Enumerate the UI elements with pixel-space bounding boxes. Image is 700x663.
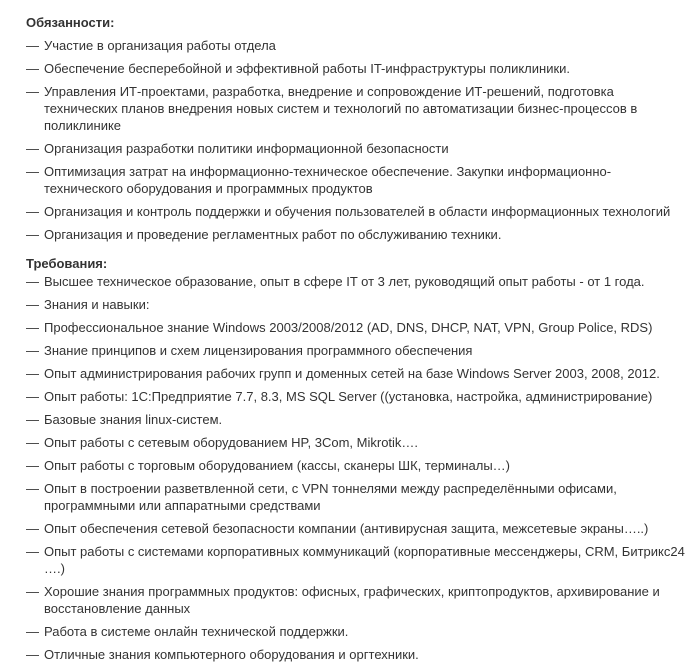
dash-bullet: — xyxy=(26,544,39,559)
dash-bullet: — xyxy=(26,481,39,496)
list-item-text: Опыт обеспечения сетевой безопасности компании (антивирусная защита, межсетевые экраны…..) xyxy=(44,521,649,536)
list-item xyxy=(26,273,688,290)
list-item xyxy=(26,83,688,134)
list-item-text: Организация разработки политики информационной безопасности xyxy=(44,141,449,156)
duties-list xyxy=(26,37,688,243)
dash-bullet: — xyxy=(26,521,39,536)
list-item-text: Организация и контроль поддержки и обучения пользователей в области информационных технологий xyxy=(44,204,671,219)
list-item-text: Работа в системе онлайн технической поддержки. xyxy=(44,624,349,639)
dash-bullet: — xyxy=(26,389,39,404)
list-item xyxy=(26,623,688,640)
dash-bullet: — xyxy=(26,458,39,473)
list-item xyxy=(26,203,688,220)
dash-bullet: — xyxy=(26,204,39,219)
list-item-text: Организация и проведение регламентных работ по обслуживанию техники. xyxy=(44,227,502,242)
list-item-text: Опыт в построении разветвленной сети, с VPN тоннелями между распределёнными офисами, программными или аппаратными средствами xyxy=(44,481,617,513)
list-item-text: Участие в организация работы отдела xyxy=(44,38,276,53)
dash-bullet: — xyxy=(26,647,39,662)
list-item xyxy=(26,583,688,617)
list-item-text: Опыт работы с сетевым оборудованием HP, 3Com, Mikrotik…. xyxy=(44,435,419,450)
list-item xyxy=(26,520,688,537)
list-item-text: Опыт администрирования рабочих групп и доменных сетей на базе Windows Server 2003, 2008, 2012. xyxy=(44,366,660,381)
requirements-list xyxy=(26,273,688,663)
list-item xyxy=(26,226,688,243)
list-item-text: Базовые знания linux-систем. xyxy=(44,412,223,427)
list-item-text: Высшее техническое образование, опыт в сфере IT от 3 лет, руководящий опыт работы - от 1 года. xyxy=(44,274,645,289)
list-item-text: Знания и навыки: xyxy=(44,297,150,312)
dash-bullet: — xyxy=(26,141,39,156)
list-item xyxy=(26,646,688,663)
list-item-text: Обеспечение бесперебойной и эффективной работы IT-инфраструктуры поликлиники. xyxy=(44,61,571,76)
list-item xyxy=(26,457,688,474)
list-item-text: Опыт работы: 1С:Предприятие 7.7, 8.3, MS SQL Server ((установка, настройка, администрирование) xyxy=(44,389,653,404)
list-item xyxy=(26,37,688,54)
dash-bullet: — xyxy=(26,343,39,358)
list-item xyxy=(26,342,688,359)
dash-bullet: — xyxy=(26,38,39,53)
duties-heading: Обязанности: xyxy=(26,15,115,30)
list-item xyxy=(26,388,688,405)
list-item xyxy=(26,434,688,451)
list-item-text: Управления ИТ-проектами, разработка, внедрение и сопровождение ИТ-решений, подготовка технических планов внедрения новых систем и технологий по автоматизации бизнес-процессов в поликлинике xyxy=(44,84,638,133)
list-item xyxy=(26,163,688,197)
list-item-text: Оптимизация затрат на информационно-техническое обеспечение. Закупки информационно-технического оборудования и программных продуктов xyxy=(44,164,612,196)
list-item-text: Хорошие знания программных продуктов: офисных, графических, криптопродуктов, архивирование и восстановление данных xyxy=(44,584,660,616)
list-item-text: Профессиональное знание Windows 2003/2008/2012 (AD, DNS, DHCP, NAT, VPN, Group Police, RDS) xyxy=(44,320,653,335)
list-item xyxy=(26,296,688,313)
dash-bullet: — xyxy=(26,624,39,639)
list-item-text: Опыт работы с торговым оборудованием (кассы, сканеры ШК, терминалы…) xyxy=(44,458,511,473)
dash-bullet: — xyxy=(26,412,39,427)
dash-bullet: — xyxy=(26,227,39,242)
dash-bullet: — xyxy=(26,435,39,450)
list-item xyxy=(26,365,688,382)
list-item xyxy=(26,543,688,577)
list-item xyxy=(26,411,688,428)
list-item xyxy=(26,319,688,336)
list-item-text: Отличные знания компьютерного оборудования и оргтехники. xyxy=(44,647,419,662)
list-item-text: Знание принципов и схем лицензирования программного обеспечения xyxy=(44,343,473,358)
list-item-text: Опыт работы с системами корпоративных коммуникаций (корпоративные мессенджеры, CRM, Битрикс24 ….) xyxy=(44,544,685,576)
dash-bullet: — xyxy=(26,584,39,599)
requirements-heading: Требования: xyxy=(26,256,108,271)
dash-bullet: — xyxy=(26,84,39,99)
list-item xyxy=(26,480,688,514)
dash-bullet: — xyxy=(26,366,39,381)
dash-bullet: — xyxy=(26,297,39,312)
dash-bullet: — xyxy=(26,61,39,76)
dash-bullet: — xyxy=(26,164,39,179)
list-item xyxy=(26,140,688,157)
dash-bullet: — xyxy=(26,274,39,289)
dash-bullet: — xyxy=(26,320,39,335)
list-item xyxy=(26,60,688,77)
